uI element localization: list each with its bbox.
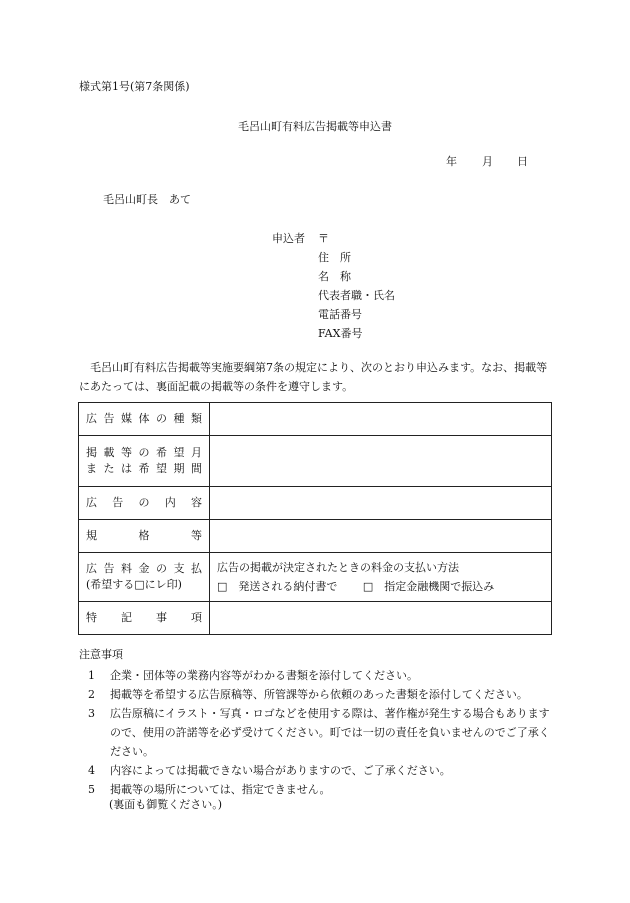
notes-label: 特 記 事 項 [86, 611, 202, 624]
row-period [79, 436, 552, 487]
content-field[interactable] [210, 487, 552, 520]
applicant-fields [318, 232, 395, 346]
row-spec [79, 520, 552, 553]
notes-list [88, 666, 558, 799]
media-type-label: 広 告 媒 体 の 種 類 [86, 412, 202, 425]
period-label-line2: ま た は 希 望 期 間 [86, 462, 202, 475]
note-item: 2 掲載等を希望する広告原稿等、所管課等から依頼のあった書類を添付してください。 [88, 688, 528, 701]
period-field[interactable] [210, 436, 552, 487]
content-label: 広 告 の 内 容 [86, 496, 202, 509]
date-year: 年 [446, 155, 457, 168]
form-number: 様式第1号(第7条関係) [79, 80, 190, 93]
notes-field[interactable] [210, 602, 552, 635]
applicant-label: 申込者 [272, 232, 305, 245]
representative-label: 代表者職・氏名 [318, 289, 395, 302]
payment-label-line1: 広 告 料 金 の 支 払 [86, 562, 202, 575]
media-type-field[interactable] [210, 403, 552, 436]
form-title: 毛呂山町有料広告掲載等申込書 [238, 120, 392, 133]
application-table [78, 402, 552, 635]
name-label: 名 称 [318, 270, 351, 283]
addressee: 毛呂山町長 あて [103, 193, 191, 206]
payment-description: 広告の掲載が決定されたときの料金の支払い方法 [217, 561, 459, 574]
row-media-type [79, 403, 552, 436]
note-item: 5 掲載等の場所については、指定できません。 [88, 783, 331, 796]
row-payment [79, 553, 552, 602]
fax-label: FAX番号 [318, 327, 363, 340]
date-day: 日 [517, 155, 528, 168]
back-note: (裏面も御覧ください。) [109, 798, 223, 811]
note-item: 1 企業・団体等の業務内容等がわかる書類を添付してください。 [88, 669, 418, 682]
postal-code-label: 〒 [318, 232, 329, 245]
period-label-line1: 掲 載 等 の 希 望 月 [86, 446, 202, 459]
payment-field [210, 553, 552, 602]
intro-text: 毛呂山町有料広告掲載等実施要綱第7条の規定により、次のとおり申込みます。なお、掲載等にあたっては、裏面記載の掲載等の条件を遵守します。 [79, 361, 548, 393]
payment-option-invoice[interactable]: □ 発送される納付書で [217, 580, 338, 593]
address-label: 住 所 [318, 251, 351, 264]
note-item: 4 内容によっては掲載できない場合がありますので、ご了承ください。 [88, 764, 451, 777]
phone-label: 電話番号 [318, 308, 362, 321]
payment-label-line2: (希望する□にレ印) [86, 578, 182, 591]
note-item: 3 広告原稿にイラスト・写真・ロゴなどを使用する際は、著作権が発生する場合もありますので、使用の許諾等を必ず受けてください。町では一切の責任を負いませんのでご了承ください。 [88, 707, 550, 758]
row-content [79, 487, 552, 520]
row-notes [79, 602, 552, 635]
spec-label: 規 格 等 [86, 529, 202, 542]
spec-field[interactable] [210, 520, 552, 553]
date-month: 月 [482, 155, 493, 168]
payment-option-transfer[interactable]: □ 指定金融機関で振込み [362, 580, 495, 593]
notes-title: 注意事項 [79, 648, 123, 661]
